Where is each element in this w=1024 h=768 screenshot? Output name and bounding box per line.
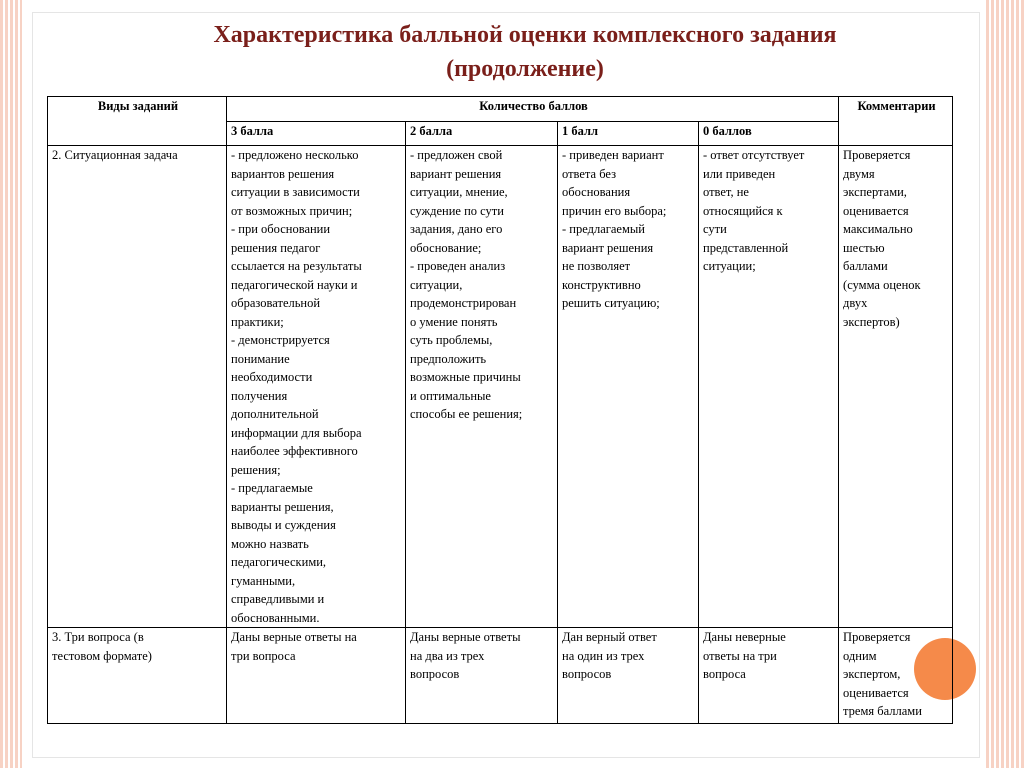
task-cell: 2. Ситуационная задача <box>48 146 227 628</box>
header-score-0: 0 баллов <box>699 121 839 146</box>
comments-cell: Проверяется двумя экспертами, оценивается максимально шестью баллами (сумма оценок двух экспертов) <box>839 146 953 628</box>
header-score-count: Количество баллов <box>227 97 839 122</box>
score-2-cell: Даны верные ответы на два из трех вопросов <box>406 628 558 724</box>
score-0-cell: - ответ отсутствует или приведен ответ, не относящийся к сути представленной ситуации; <box>699 146 839 628</box>
table-row <box>48 146 953 628</box>
table-row <box>48 628 953 724</box>
header-score-3: 3 балла <box>227 121 406 146</box>
left-decorative-border <box>0 0 22 768</box>
score-3-cell: Даны верные ответы на три вопроса <box>227 628 406 724</box>
score-1-cell: - приведен вариант ответа без обоснования причин его выбора; - предлагаемый вариант решения не позволяет конструктивно решить ситуацию; <box>558 146 699 628</box>
task-cell: 3. Три вопроса (в тестовом формате) <box>48 628 227 724</box>
comments-cell: Проверяется одним экспертом, оценивается тремя баллами <box>839 628 953 724</box>
slide-title <box>100 18 950 86</box>
header-row-1 <box>48 97 953 122</box>
title-line-2: (продолжение) <box>446 56 604 82</box>
header-comments: Комментарии <box>839 97 953 146</box>
right-decorative-border <box>986 0 1024 768</box>
header-task-types: Виды заданий <box>48 97 227 146</box>
header-score-2: 2 балла <box>406 121 558 146</box>
score-2-cell: - предложен свой вариант решения ситуации, мнение, суждение по сути задания, дано его обоснование; - проведен анализ ситуации, продемонстрирован о умение понять суть проблемы, предположить возможные причины и оптимальные способы ее решения; <box>406 146 558 628</box>
scoring-table <box>47 96 953 724</box>
score-3-cell: - предложено несколько вариантов решения ситуации в зависимости от возможных причин; - при обосновании решения педагог ссылается на результаты педагогической науки и образовательной практики; - демонстрируется понимание необходимости получения дополнительной информации для выбора наиболее эффективного решения; - предлагаемые варианты решения, выводы и суждения можно назвать педагогическими, гуманными, справедливыми и обоснованными. <box>227 146 406 628</box>
header-score-1: 1 балл <box>558 121 699 146</box>
title-line-1: Характеристика балльной оценки комплексного задания <box>213 22 837 48</box>
score-1-cell: Дан верный ответ на один из трех вопросов <box>558 628 699 724</box>
score-0-cell: Даны неверные ответы на три вопроса <box>699 628 839 724</box>
